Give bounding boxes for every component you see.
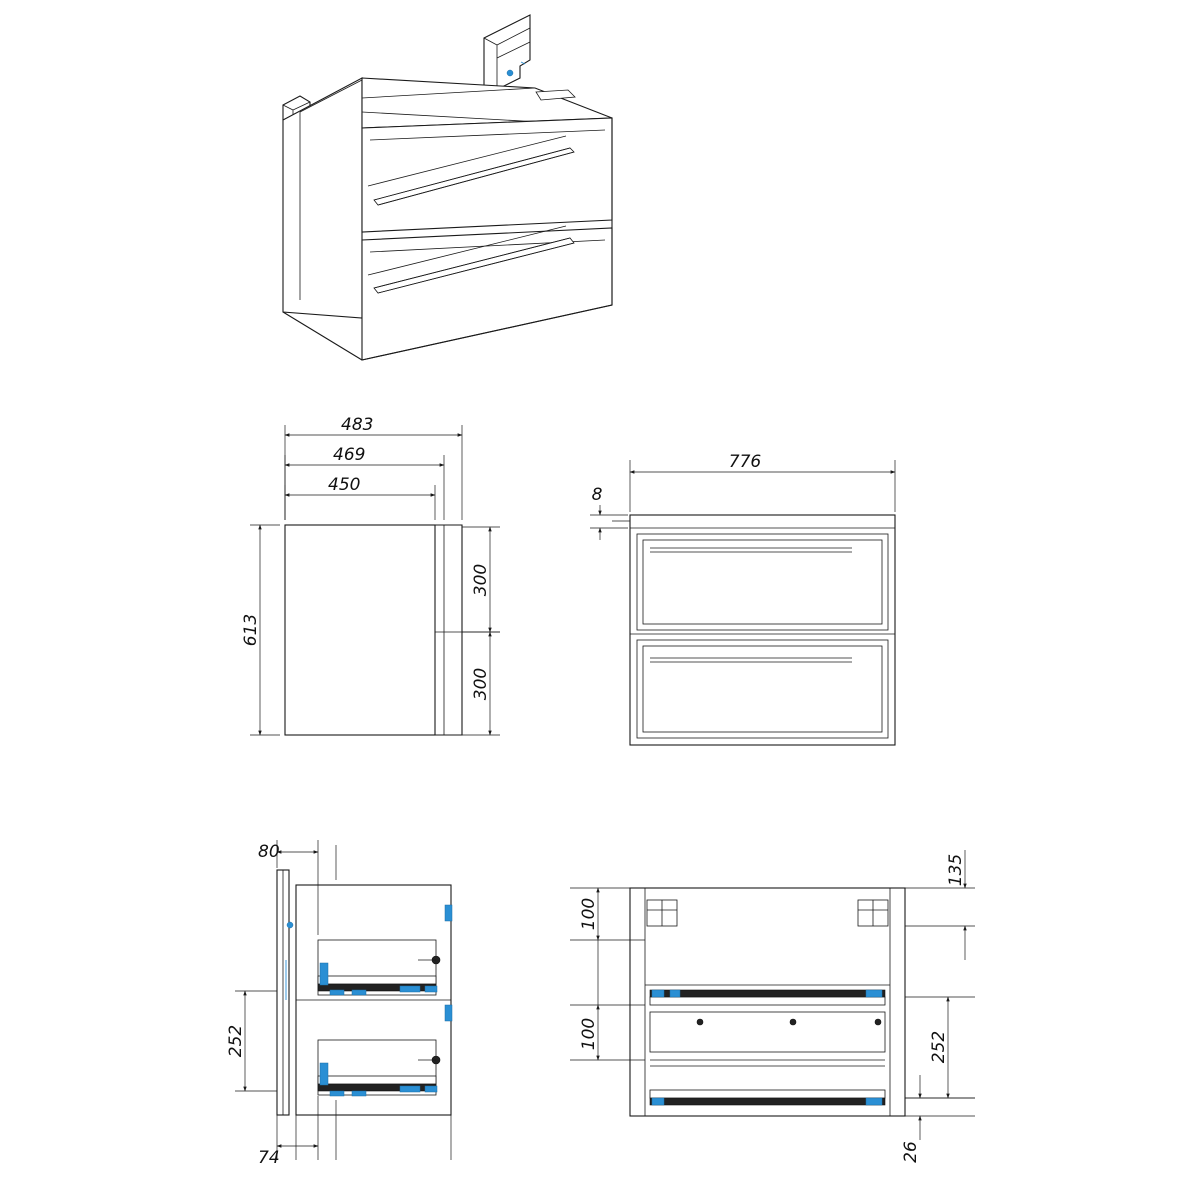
dim-label-74: 74 [258,1148,280,1168]
side-section-view [226,840,452,1168]
dim-26 [901,1075,975,1163]
dim-300-lower [462,632,500,735]
dim-label-252-front: 252 [929,1030,949,1064]
dim-label-100-lower: 100 [579,1017,599,1051]
dim-776 [630,452,895,512]
dim-label-300-lower: 300 [471,667,491,701]
isometric-view [283,15,612,360]
dim-469 [285,445,444,520]
dim-300-upper [462,527,500,632]
dim-label-300-upper: 300 [471,563,491,597]
dim-label-776: 776 [728,452,762,472]
dim-613 [241,525,280,735]
dim-8 [590,485,628,540]
front-section-view [570,850,975,1163]
dim-label-469: 469 [333,445,366,465]
dim-label-252-side: 252 [226,1024,246,1058]
dim-label-80: 80 [258,842,280,862]
front-view [590,452,895,745]
dim-252-front [905,997,975,1098]
dim-label-483: 483 [341,415,374,435]
dim-252-side [226,991,277,1091]
dim-label-450: 450 [328,475,361,495]
dim-label-613: 613 [241,613,261,647]
dim-483 [285,415,462,520]
dim-label-26: 26 [901,1141,921,1163]
dim-label-135: 135 [946,853,966,887]
dim-450 [285,475,435,520]
side-view [241,415,500,735]
dim-label-8: 8 [591,485,603,505]
dim-135 [905,850,975,960]
dim-label-100-upper: 100 [579,897,599,931]
